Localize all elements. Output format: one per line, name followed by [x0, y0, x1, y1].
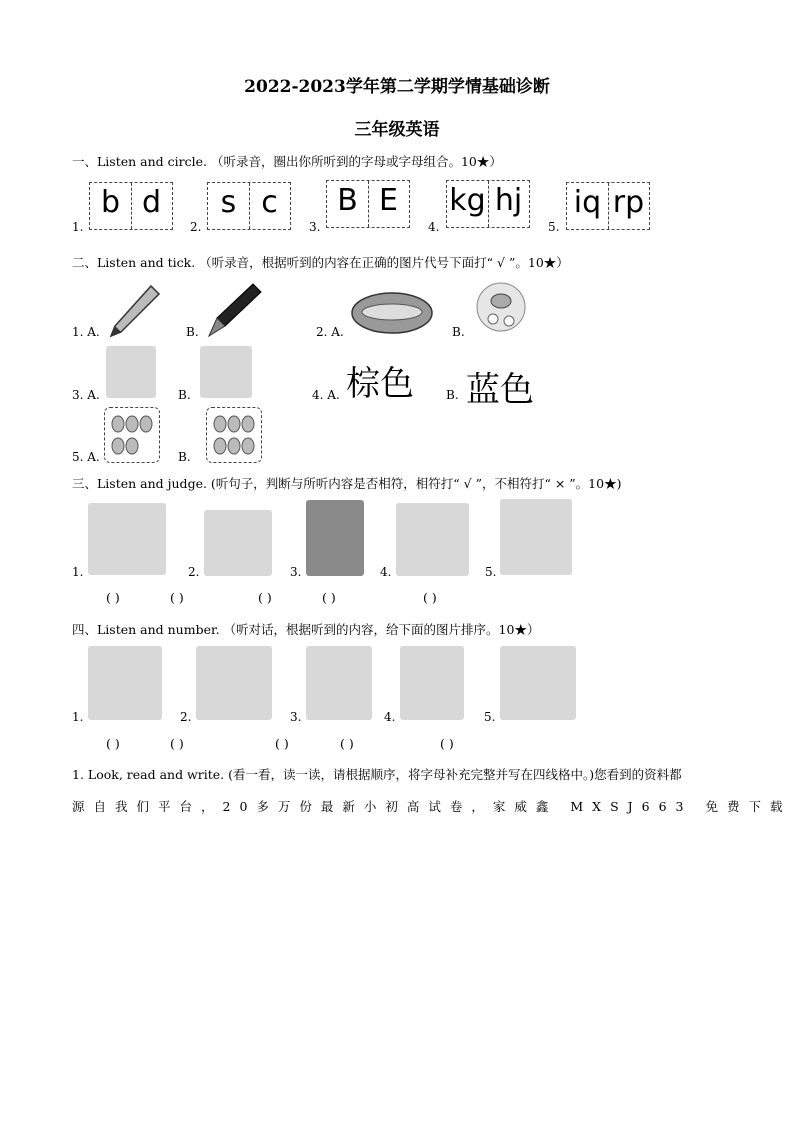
- answer-blank[interactable]: ( ): [106, 590, 120, 605]
- pen-image[interactable]: [203, 280, 263, 340]
- s3-number: 4.: [380, 565, 392, 579]
- letter-option: d: [141, 185, 162, 220]
- letter-option: b: [100, 185, 121, 220]
- section4-heading: 四、Listen and number. （听对话，根据听到的内容，给下面的图片排序。10★）: [72, 622, 540, 637]
- family-picture-1[interactable]: [88, 646, 162, 720]
- answer-blank[interactable]: ( ): [106, 736, 120, 751]
- pears-image-a[interactable]: [104, 407, 160, 463]
- shop-image[interactable]: [396, 503, 469, 576]
- s3-number: 1.: [72, 565, 84, 579]
- word-blue[interactable]: 蓝色: [466, 370, 534, 410]
- answer-blank[interactable]: ( ): [340, 736, 354, 751]
- section5-notice: 源自我们平台，20多万份最新小初高试卷，家威鑫 MXSJ663 免费下载: [72, 799, 792, 814]
- letter-option: rp: [612, 185, 645, 220]
- answer-blank[interactable]: ( ): [322, 590, 336, 605]
- answer-blank[interactable]: ( ): [258, 590, 272, 605]
- letter-box-1[interactable]: [89, 182, 173, 230]
- letter-option: c: [261, 185, 278, 220]
- q4a-label: 4. A.: [312, 388, 340, 402]
- section1-heading: 一、Listen and circle. （听录音，圈出你所听到的字母或字母组合。10★）: [72, 154, 502, 169]
- section5-instruction: 1. Look, read and write. (看一看，读一读，请根据顺序，将字母补充完整并写在四线格中。)您看到的资料都: [72, 767, 682, 782]
- bear-image[interactable]: [88, 503, 166, 575]
- birthday-cake-image[interactable]: [500, 499, 572, 575]
- pencil-image[interactable]: [103, 280, 163, 340]
- q1b-label: B.: [186, 325, 199, 339]
- letter-option: iq: [573, 185, 602, 220]
- page-title: 2022-2023学年第二学期学情基础诊断: [244, 77, 550, 97]
- letter-box-3[interactable]: [326, 180, 410, 228]
- q5a-label: 5. A.: [72, 450, 100, 464]
- s4-number: 2.: [180, 710, 192, 724]
- answer-blank[interactable]: ( ): [275, 736, 289, 751]
- family-picture-3[interactable]: [306, 646, 372, 720]
- answer-blank[interactable]: ( ): [440, 736, 454, 751]
- pears-image-b[interactable]: [206, 407, 262, 463]
- section2-heading: 二、Listen and tick. （听录音，根据听到的内容在正确的图片代号下面打“ √ ”。10★）: [72, 255, 569, 270]
- letter-option: s: [220, 185, 237, 220]
- q2a-label: 2. A.: [316, 325, 344, 339]
- s1-item-number: 5.: [548, 220, 560, 234]
- q3b-label: B.: [178, 388, 191, 402]
- s4-number: 4.: [384, 710, 396, 724]
- s3-number: 2.: [188, 565, 200, 579]
- bird-image[interactable]: [473, 279, 529, 335]
- answer-blank[interactable]: ( ): [423, 590, 437, 605]
- s3-number: 5.: [485, 565, 497, 579]
- letter-box-5[interactable]: [566, 182, 650, 230]
- letter-box-2[interactable]: [207, 182, 291, 230]
- family-picture-4[interactable]: [400, 646, 464, 720]
- s1-item-number: 2.: [190, 220, 202, 234]
- letter-option: B: [337, 183, 358, 218]
- q5b-label: B.: [178, 450, 191, 464]
- s4-number: 3.: [290, 710, 302, 724]
- q2b-label: B.: [452, 325, 465, 339]
- section3-heading: 三、Listen and judge. (听句子，判断与所听内容是否相符，相符打“ √ ”，不相符打“ × ”。10★): [72, 476, 622, 491]
- answer-blank[interactable]: ( ): [170, 590, 184, 605]
- page-subtitle: 三年级英语: [354, 120, 440, 140]
- s1-item-number: 1.: [72, 220, 84, 234]
- s4-number: 5.: [484, 710, 496, 724]
- letter-option: hj: [494, 183, 523, 218]
- family-picture-2[interactable]: [196, 646, 272, 720]
- letter-box-4[interactable]: [446, 180, 530, 228]
- q4b-label: B.: [446, 388, 459, 402]
- q3a-label: 3. A.: [72, 388, 100, 402]
- s1-item-number: 4.: [428, 220, 440, 234]
- answer-blank[interactable]: ( ): [170, 736, 184, 751]
- boy-image[interactable]: [204, 510, 272, 576]
- bread-image[interactable]: [350, 288, 435, 338]
- hand-shadow-image[interactable]: [306, 500, 364, 576]
- family-picture-5[interactable]: [500, 646, 576, 720]
- s3-number: 3.: [290, 565, 302, 579]
- astronaut-image-a[interactable]: [106, 346, 156, 398]
- letter-option: kg: [449, 183, 486, 218]
- word-brown[interactable]: 棕色: [346, 364, 414, 404]
- s4-number: 1.: [72, 710, 84, 724]
- astronaut-image-b[interactable]: [200, 346, 252, 398]
- q1a-label: 1. A.: [72, 325, 100, 339]
- letter-option: E: [379, 183, 398, 218]
- s1-item-number: 3.: [309, 220, 321, 234]
